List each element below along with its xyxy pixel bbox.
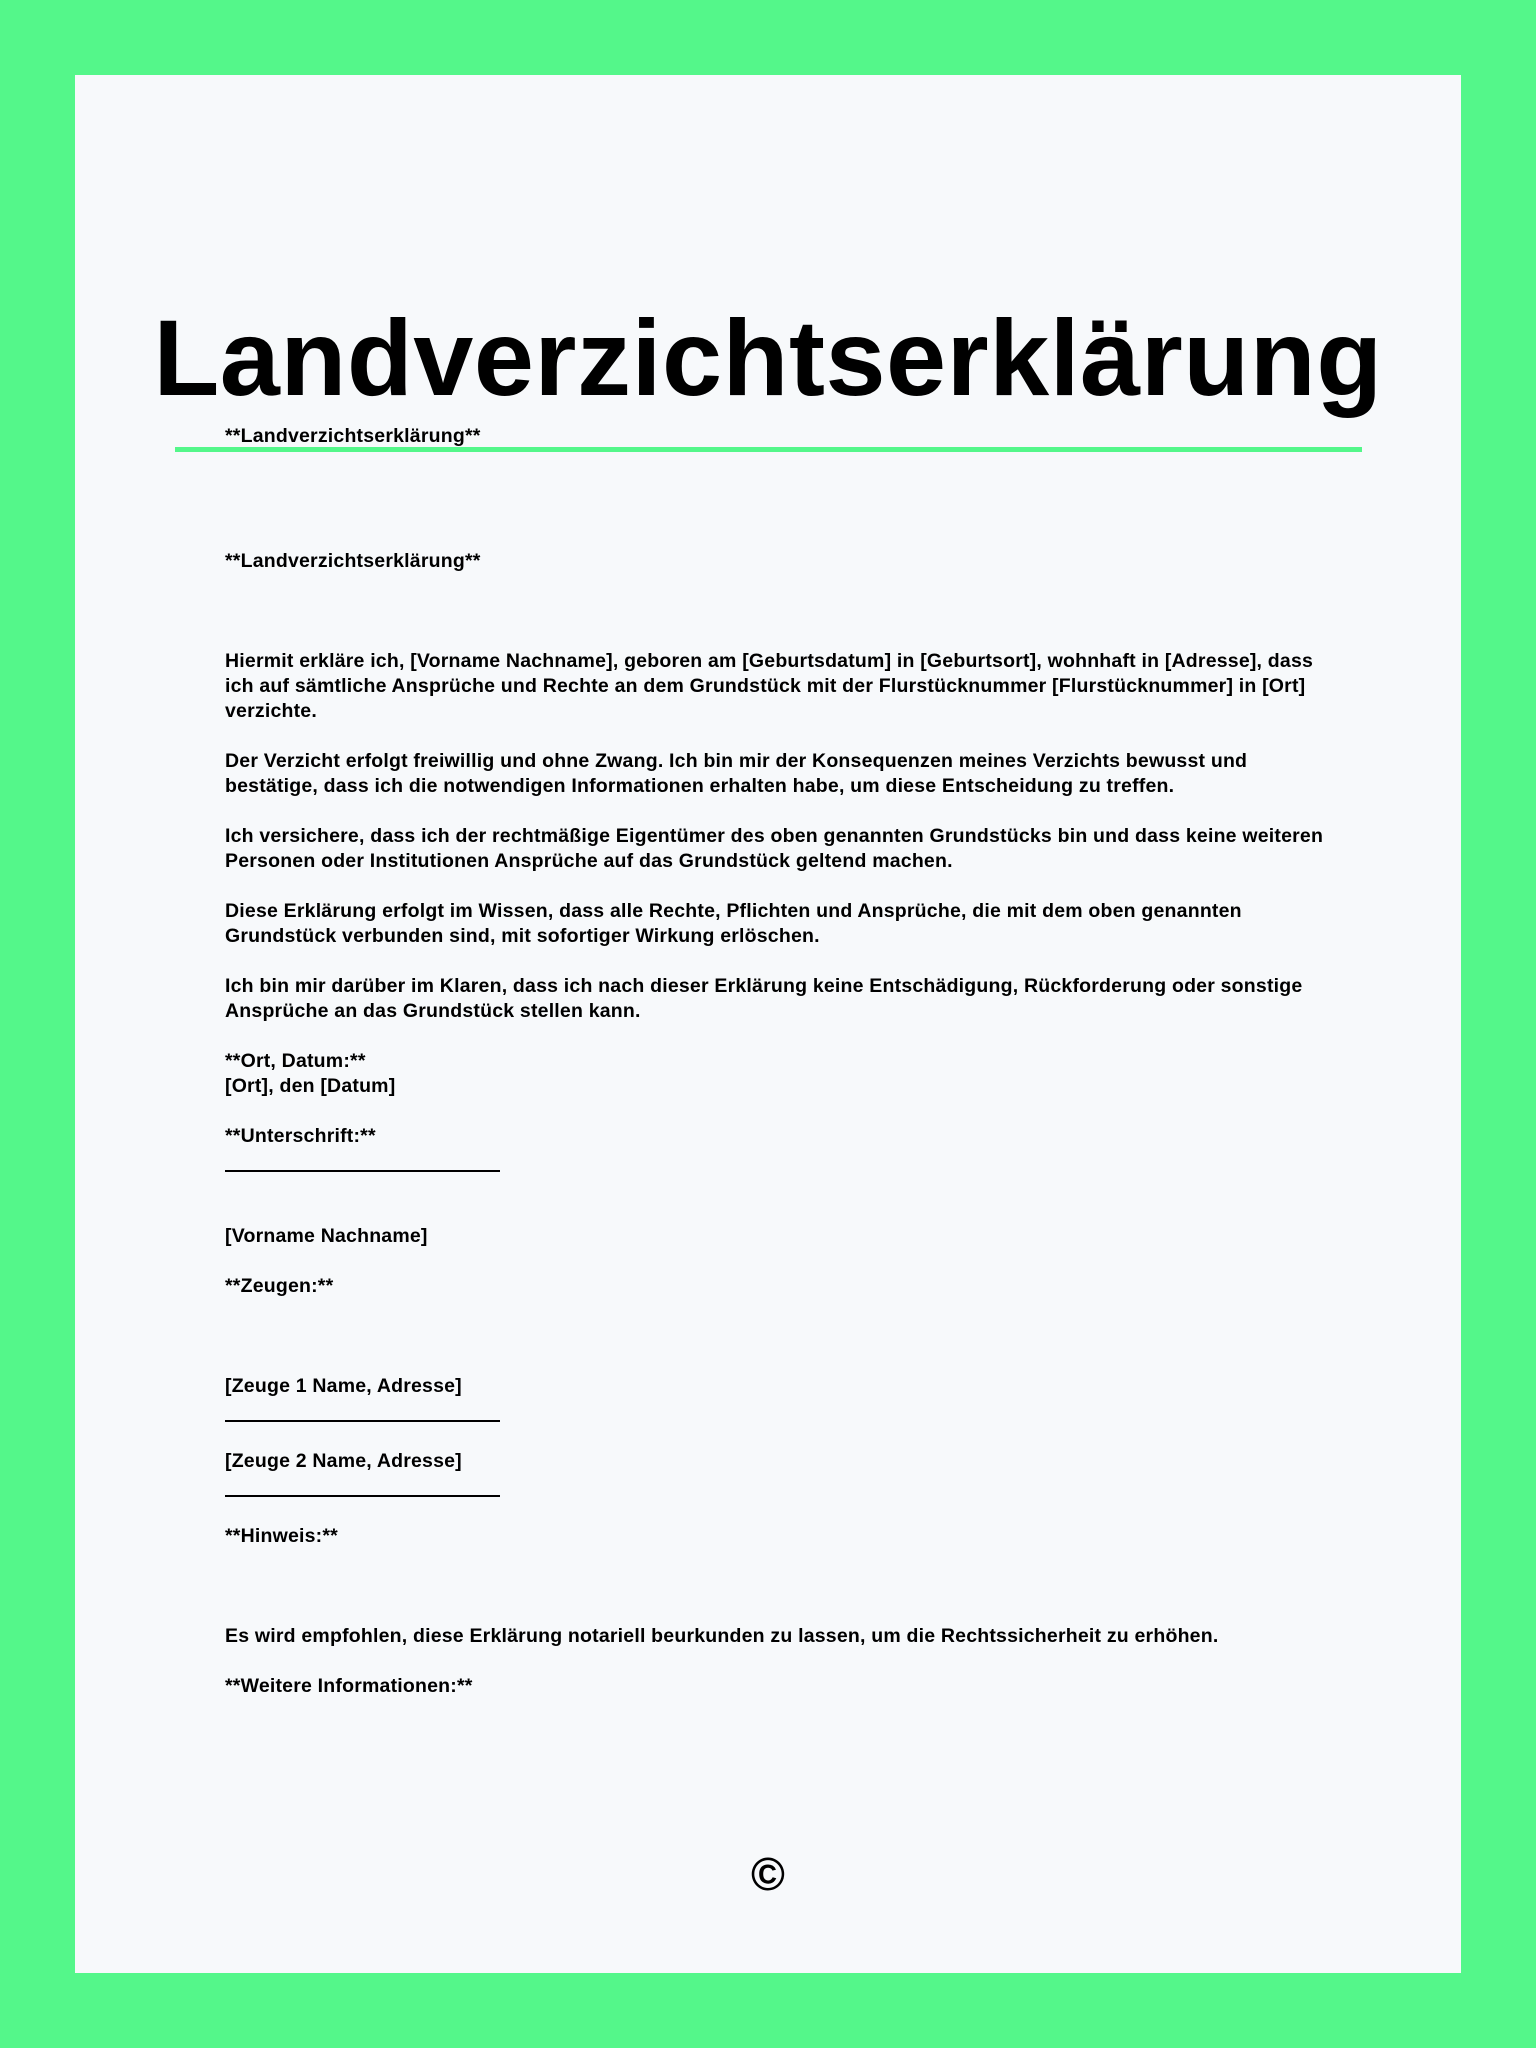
witnesses-label: **Zeugen:**: [225, 1275, 334, 1297]
para5-line1: Ich bin mir darüber im Klaren, dass ich nach dieser Erklärung keine Entschädigung, Rückforderung oder sonstige: [225, 975, 1303, 997]
note-label: **Hinweis:**: [225, 1525, 338, 1547]
heading-1: **Landverzichtserklärung**: [225, 425, 481, 447]
para2-line2: bestätige, dass ich die notwendigen Informationen erhalten habe, um diese Entscheidung zu treffen.: [225, 775, 1175, 797]
witness-1-line: [225, 1420, 500, 1422]
place-date-value: [Ort], den [Datum]: [225, 1075, 396, 1097]
signer-name: [Vorname Nachname]: [225, 1225, 428, 1247]
para1-line2: ich auf sämtliche Ansprüche und Rechte an dem Grundstück mit der Flurstücknummer [Flurstücknummer] in [Ort]: [225, 675, 1306, 697]
witness-1: [Zeuge 1 Name, Adresse]: [225, 1375, 462, 1397]
document-page: [75, 75, 1461, 1973]
copyright-icon: ©: [751, 1848, 785, 1900]
document-title: Landverzichtserklärung: [153, 297, 1383, 418]
signature-line: [225, 1170, 500, 1172]
para3-line2: Personen oder Institutionen Ansprüche auf das Grundstück geltend machen.: [225, 850, 953, 872]
more-info-label: **Weitere Informationen:**: [225, 1675, 473, 1697]
signature-label: **Unterschrift:**: [225, 1125, 376, 1147]
para2-line1: Der Verzicht erfolgt freiwillig und ohne Zwang. Ich bin mir der Konsequenzen meines Verzichts bewusst und: [225, 750, 1248, 772]
para4-line2: Grundstück verbunden sind, mit sofortiger Wirkung erlöschen.: [225, 925, 820, 947]
note-text: Es wird empfohlen, diese Erklärung notariell beurkunden zu lassen, um die Rechtssicherheit zu erhöhen.: [225, 1625, 1219, 1647]
witness-2: [Zeuge 2 Name, Adresse]: [225, 1450, 462, 1472]
heading-2: **Landverzichtserklärung**: [225, 550, 481, 572]
para1-line3: verzichte.: [225, 700, 317, 722]
para5-line2: Ansprüche an das Grundstück stellen kann.: [225, 1000, 641, 1022]
para1-line1: Hiermit erkläre ich, [Vorname Nachname], geboren am [Geburtsdatum] in [Geburtsort], wohnhaft in [Adresse], dass: [225, 650, 1314, 672]
para4-line1: Diese Erklärung erfolgt im Wissen, dass alle Rechte, Pflichten und Ansprüche, die mit dem oben genannten: [225, 900, 1242, 922]
witness-2-line: [225, 1495, 500, 1497]
place-date-label: **Ort, Datum:**: [225, 1050, 366, 1072]
para3-line1: Ich versichere, dass ich der rechtmäßige Eigentümer des oben genannten Grundstücks bin und dass keine weiteren: [225, 825, 1324, 847]
